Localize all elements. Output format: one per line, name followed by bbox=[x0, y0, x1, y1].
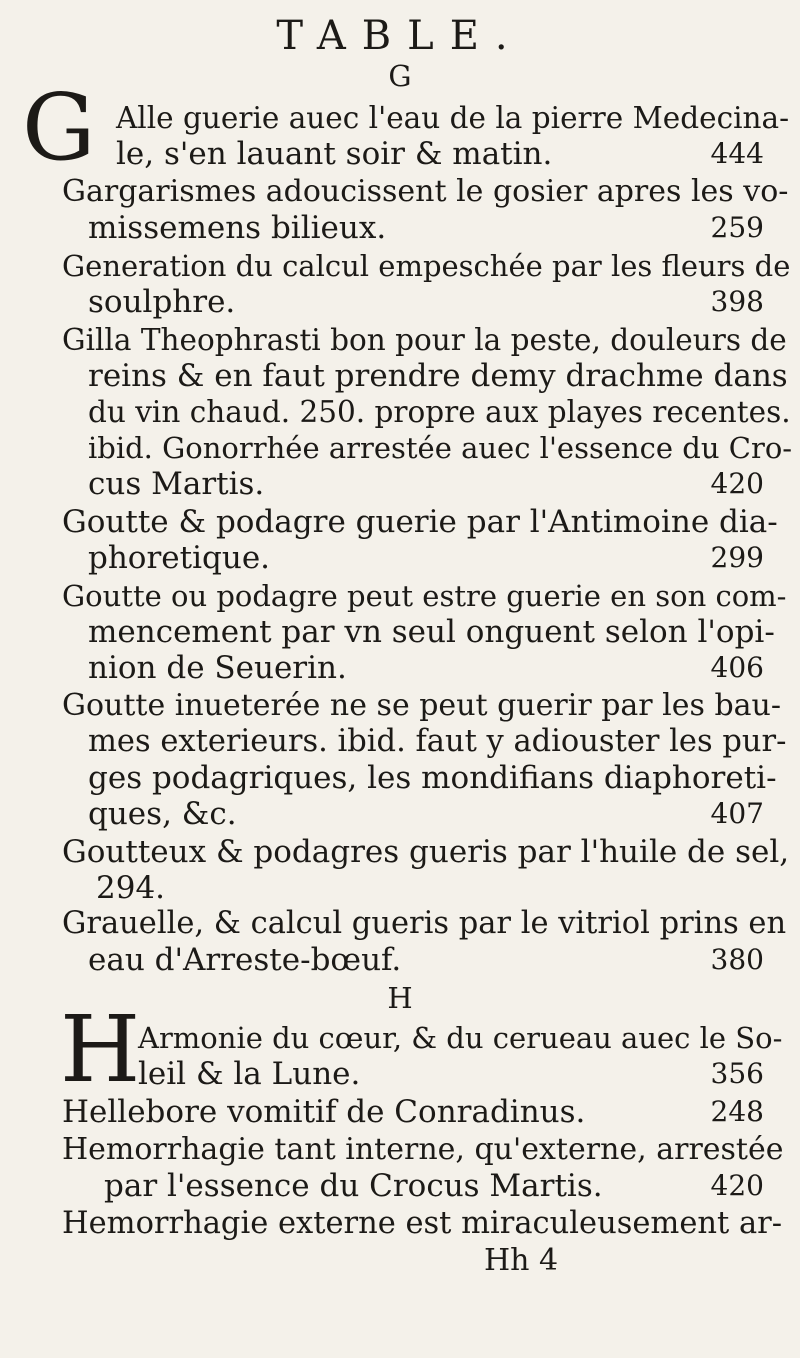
entry-line: mencement par vn seul onguent selon l'opi- bbox=[88, 614, 775, 650]
page-ref: 406 bbox=[710, 651, 764, 684]
entry-line: du vin chaud. 250. propre aux playes recentes. bbox=[88, 395, 791, 429]
entry-line: Gargarismes adoucissent le gosier apres les vo- bbox=[62, 174, 789, 209]
section-letter-g: G bbox=[388, 59, 412, 93]
entry-line: Hemorrhagie externe est miraculeusement ar- bbox=[62, 1206, 783, 1241]
entry-line: missemens bilieux. bbox=[88, 210, 387, 246]
entry-line: Goutte & podagre guerie par l'Antimoine dia- bbox=[62, 504, 778, 540]
entry-line: ges podagriques, les mondifians diaphoreti- bbox=[88, 760, 777, 796]
page-ref: 420 bbox=[710, 467, 764, 500]
page-ref: 444 bbox=[710, 137, 764, 170]
page-ref: 248 bbox=[710, 1095, 764, 1128]
entry-line: ques, &c. bbox=[88, 796, 237, 832]
entry-line: ibid. Gonorrhée arrestée auec l'essence du Cro- bbox=[88, 431, 793, 465]
dropcap-g: G bbox=[22, 74, 96, 181]
entry-line: Gilla Theophrasti bon pour la peste, douleurs de bbox=[62, 323, 787, 357]
page-ref: 380 bbox=[710, 943, 764, 976]
entry-line: Goutteux & podagres gueris par l'huile de sel, bbox=[62, 834, 790, 870]
entry-line: mes exterieurs. ibid. faut y adiouster les pur- bbox=[88, 724, 787, 759]
page-ref: 299 bbox=[710, 541, 764, 574]
entry-line: reins & en faut prendre demy drachme dans bbox=[88, 358, 788, 394]
dropcap-h: H bbox=[60, 996, 141, 1103]
entry-line: nion de Seuerin. bbox=[88, 650, 347, 686]
page-ref: 259 bbox=[710, 211, 764, 244]
running-head: TABLE. bbox=[276, 13, 524, 59]
entry-line: Hellebore vomitif de Conradinus. bbox=[62, 1094, 586, 1130]
section-letter-h: H bbox=[387, 981, 413, 1015]
entry-line: Hemorrhagie tant interne, qu'externe, arrestée bbox=[62, 1132, 784, 1167]
entry-line: Goutte ou podagre peut estre guerie en son com- bbox=[62, 579, 787, 613]
entry-line: Generation du calcul empeschée par les fleurs de bbox=[62, 249, 791, 283]
page-ref: 407 bbox=[710, 797, 764, 830]
entry-line: par l'essence du Crocus Martis. bbox=[104, 1168, 603, 1204]
page-ref: 420 bbox=[710, 1169, 764, 1202]
entry-line: soulphre. bbox=[88, 284, 236, 320]
entry-line: eau d'Arreste-bœuf. bbox=[88, 942, 402, 978]
entry-line: Armonie du cœur, & du cerueau auec le So- bbox=[138, 1021, 783, 1055]
entry-line: Grauelle, & calcul gueris par le vitriol prins en bbox=[62, 906, 787, 941]
entry-line: le, s'en lauant soir & matin. bbox=[116, 136, 553, 172]
entry-line: 294. bbox=[96, 870, 166, 906]
entry-line: Alle guerie auec l'eau de la pierre Medecina- bbox=[116, 101, 790, 135]
entry-line: Goutte inueterée ne se peut guerir par les bau- bbox=[62, 688, 781, 723]
entry-line: phoretique. bbox=[88, 540, 271, 576]
signature-mark: Hh 4 bbox=[484, 1243, 559, 1278]
entry-line: leil & la Lune. bbox=[138, 1056, 361, 1092]
page-ref: 356 bbox=[710, 1057, 764, 1090]
entry-line: cus Martis. bbox=[88, 466, 265, 502]
page-ref: 398 bbox=[710, 285, 764, 318]
